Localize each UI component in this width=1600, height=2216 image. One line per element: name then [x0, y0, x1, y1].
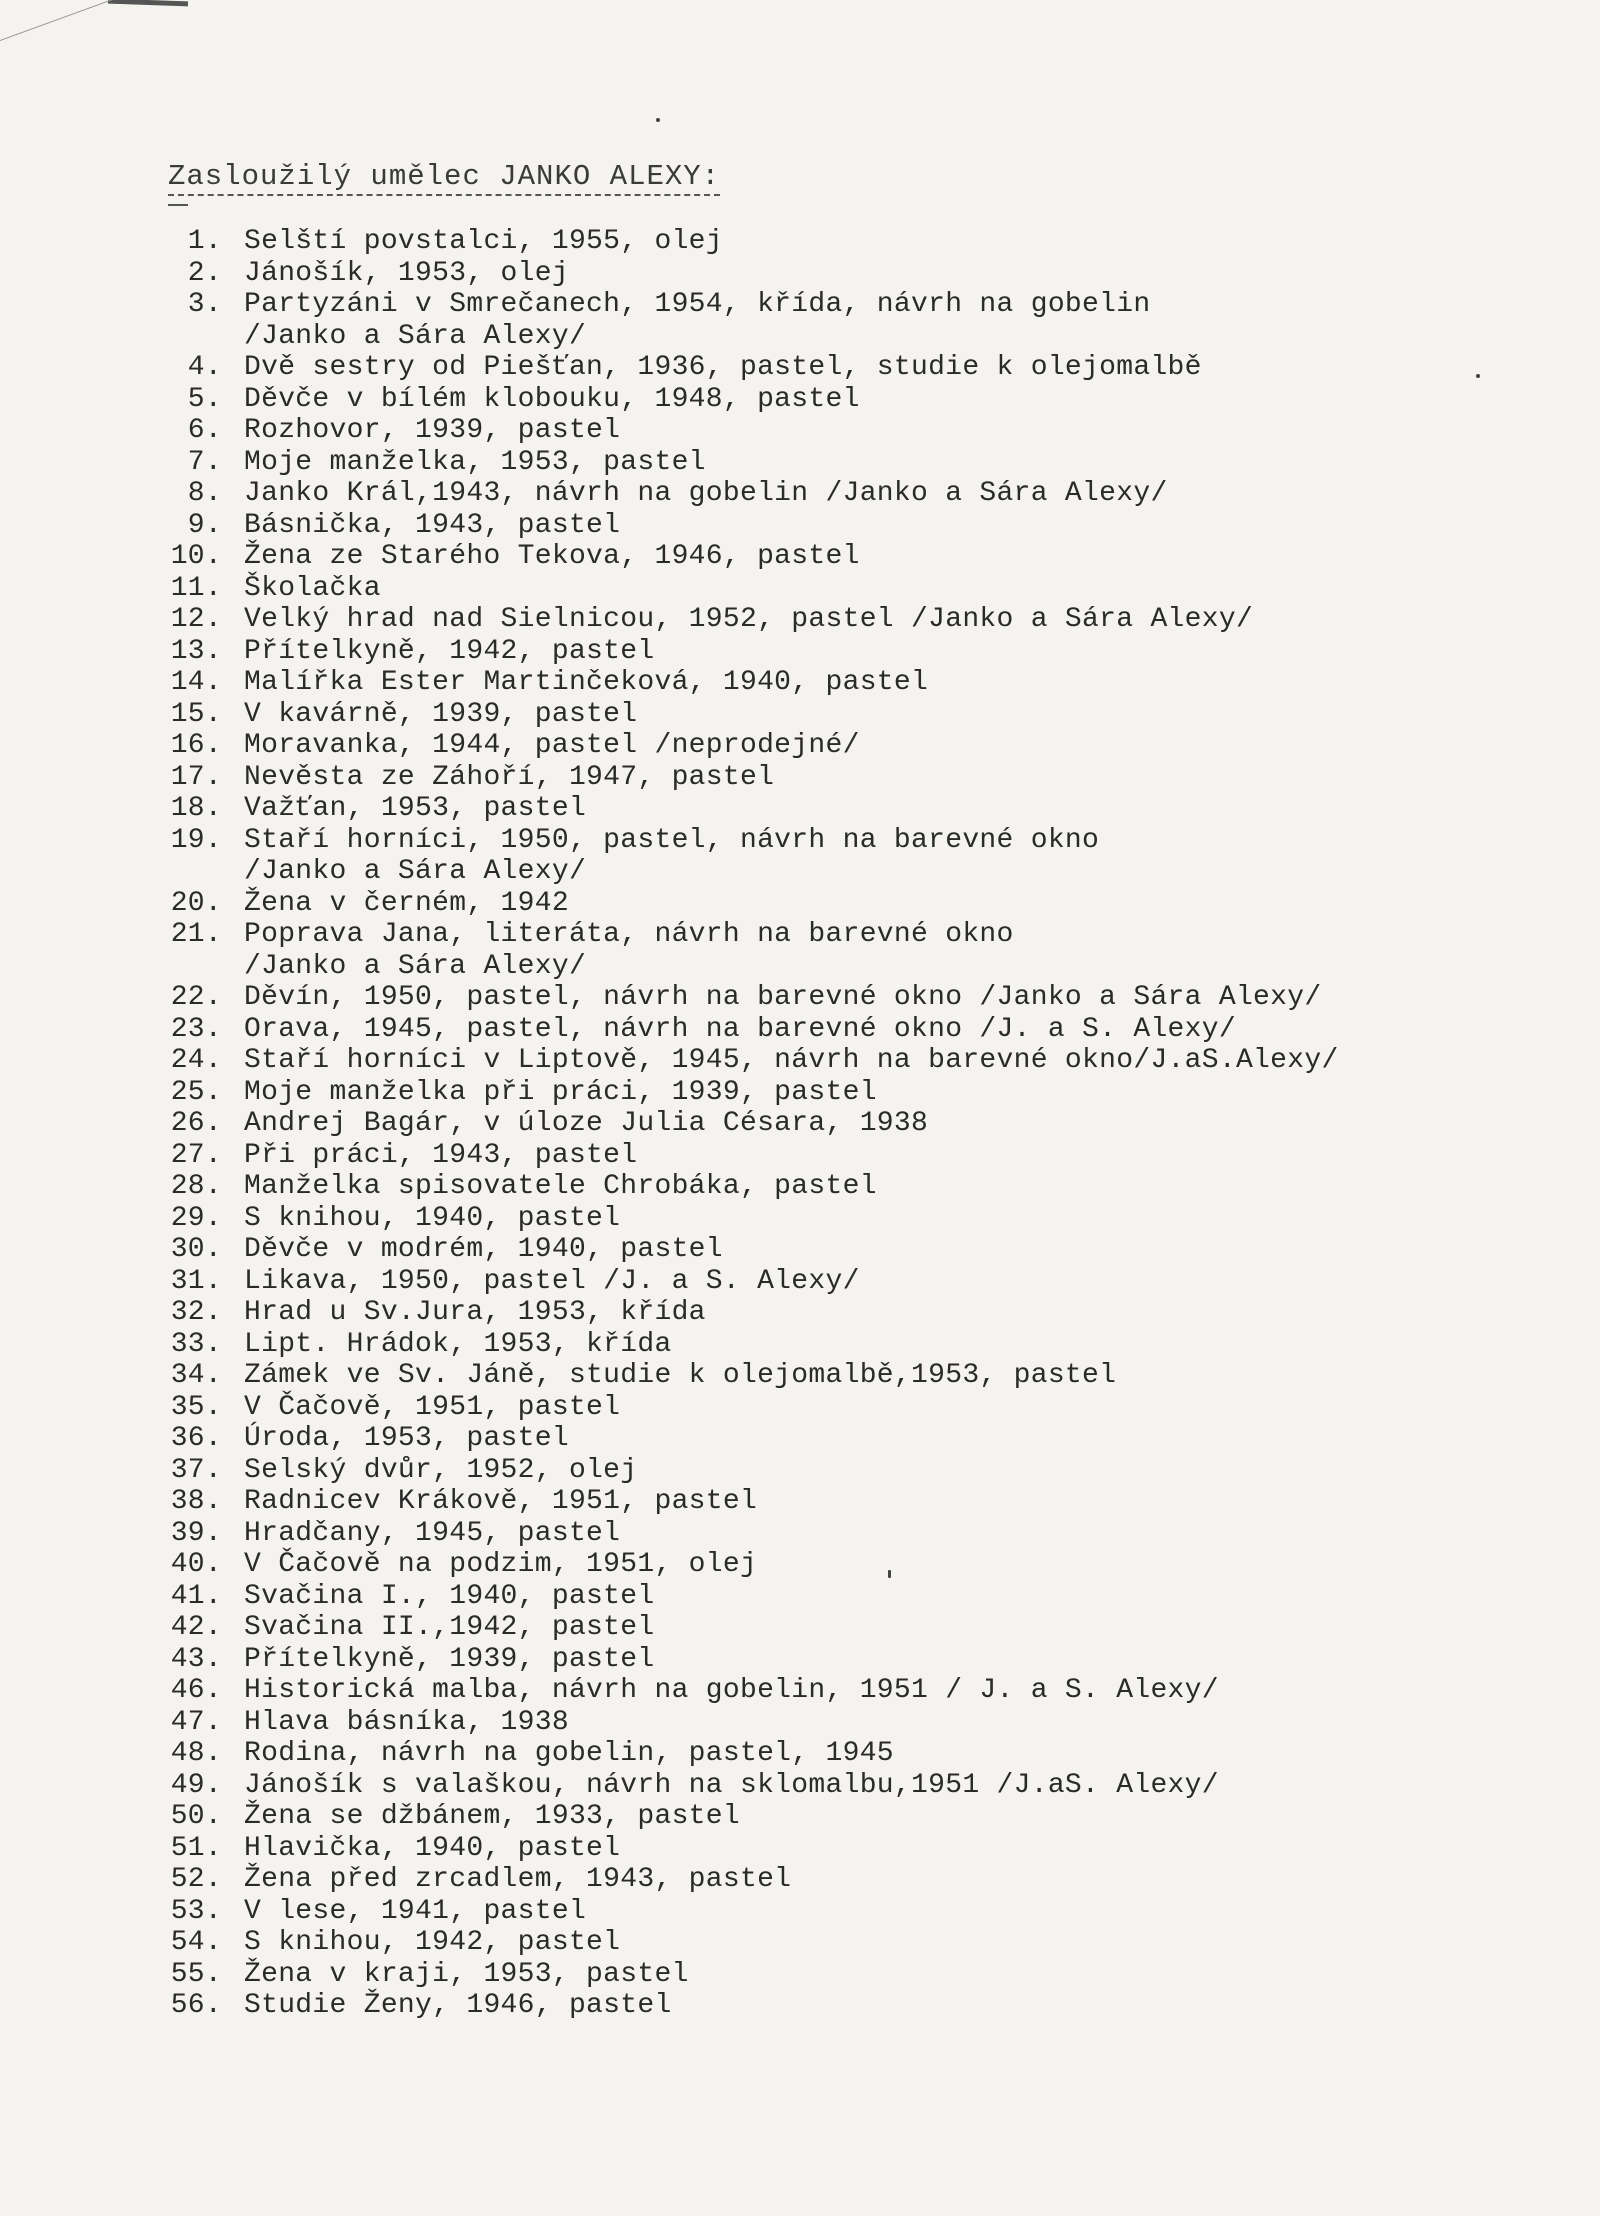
artwork-entry [150, 1360, 1570, 1392]
entry-number: 2. [187, 257, 222, 289]
entry-text [244, 1203, 620, 1235]
entry-text-line: V lese, 1941, pastel [244, 1895, 587, 1927]
entry-text [244, 1077, 877, 1109]
entry-number: 27. [170, 1139, 222, 1171]
entry-text-line: Žena v kraji, 1953, pastel [244, 1958, 689, 1990]
entry-text-line: Nevěsta ze Záhoří, 1947, pastel [244, 761, 775, 793]
entry-text-line: Hlava básníka, 1938 [244, 1706, 569, 1738]
entry-text [244, 762, 774, 794]
artwork-entry [150, 1927, 1570, 1959]
artwork-entry [150, 1423, 1570, 1455]
entry-number: 23. [170, 1013, 222, 1045]
entry-text [244, 573, 381, 605]
entry-number: 17. [170, 761, 222, 793]
artwork-entry [150, 1077, 1570, 1109]
entry-number: 25. [170, 1076, 222, 1108]
artwork-entry [150, 888, 1570, 920]
entry-text-line: Hradčany, 1945, pastel [244, 1517, 621, 1549]
entry-text [244, 1581, 654, 1613]
entry-text-line: Svačina II.,1942, pastel [244, 1612, 655, 1643]
artwork-entry [150, 1297, 1570, 1329]
entry-text [244, 1990, 672, 2022]
entry-number: 33. [170, 1328, 222, 1360]
entry-text-line: Jánošík s valaškou, návrh na sklomalbu,1951 /J.aS. Alexy/ [244, 1769, 1219, 1801]
entry-text-line: Rodina, návrh na gobelin, pastel, 1945 [244, 1738, 894, 1769]
entry-text-line: Studie Ženy, 1946, pastel [244, 1990, 672, 2021]
entry-text-line: Velký hrad nad Sielnicou, 1952, pastel /Janko a Sára Alexy/ [244, 604, 1254, 635]
artwork-entry [150, 1203, 1570, 1235]
entry-text [244, 636, 654, 668]
entry-text-line: Žena ze Starého Tekova, 1946, pastel [244, 541, 860, 572]
entry-number: 15. [170, 698, 222, 730]
entry-text [244, 1329, 672, 1361]
entry-text-line: Žena se džbánem, 1933, pastel [244, 1801, 740, 1832]
entry-number: 30. [170, 1234, 222, 1265]
entry-text [244, 384, 860, 416]
entry-text-line: Moravanka, 1944, pastel /neprodejné/ [244, 730, 860, 761]
entry-text-line: Janko Král,1943, návrh na gobelin /Janko a Sára Alexy/ [244, 478, 1168, 509]
entry-text [244, 1360, 1116, 1392]
entry-text [244, 604, 1253, 636]
entry-text [244, 730, 860, 762]
entry-number: 38. [170, 1486, 222, 1517]
entry-text [244, 1455, 637, 1487]
entry-text [244, 1549, 757, 1581]
entry-text [244, 667, 928, 699]
entry-text-line: Při práci, 1943, pastel [244, 1139, 638, 1171]
artwork-entry [150, 1392, 1570, 1424]
entry-text-line: Lipt. Hrádok, 1953, křída [244, 1328, 672, 1360]
entry-number: 7. [187, 446, 222, 478]
entry-text [244, 1171, 877, 1203]
artwork-entry [150, 604, 1570, 636]
artwork-entry [150, 384, 1570, 416]
entry-text-line: Andrej Bagár, v úloze Julia Césara, 1938 [244, 1108, 929, 1139]
artwork-entry [150, 352, 1570, 384]
artwork-entry [150, 478, 1570, 510]
artwork-entry [150, 415, 1570, 447]
paper-crease-line [0, 0, 141, 41]
entry-text [244, 1518, 620, 1550]
artwork-entry [150, 1581, 1570, 1613]
entry-number: 40. [170, 1549, 222, 1580]
artwork-list [150, 226, 1570, 2022]
entry-number: 49. [170, 1769, 222, 1801]
entry-text-line: Žena v černém, 1942 [244, 887, 569, 919]
entry-number: 50. [170, 1801, 222, 1832]
entry-text [244, 919, 1014, 982]
artwork-entry [150, 982, 1570, 1014]
entry-number: 8. [187, 478, 222, 509]
entry-number: 16. [170, 730, 222, 761]
artwork-entry [150, 1549, 1570, 1581]
entry-text-line: Historická malba, návrh na gobelin, 1951 / J. a S. Alexy/ [244, 1675, 1219, 1706]
entry-number: 48. [170, 1738, 222, 1769]
entry-text-line: Radnicev Krákově, 1951, pastel [244, 1486, 758, 1517]
entry-text [244, 1927, 620, 1959]
artwork-entry [150, 1959, 1570, 1991]
entry-text [244, 1959, 689, 1991]
entry-number: 22. [170, 982, 222, 1013]
entry-text [244, 1707, 569, 1739]
entry-text [244, 478, 1168, 510]
artwork-entry [150, 730, 1570, 762]
entry-number: 24. [170, 1045, 222, 1076]
entry-number: 39. [170, 1517, 222, 1549]
entry-text-line: Přítelkyně, 1942, pastel [244, 635, 655, 667]
entry-text [244, 447, 706, 479]
entry-text [244, 289, 1150, 352]
entry-text-line: S knihou, 1940, pastel [244, 1202, 621, 1234]
entry-text-line: Staří horníci, 1950, pastel, návrh na barevné okno [244, 824, 1100, 856]
artwork-entry [150, 1329, 1570, 1361]
entry-number: 42. [170, 1612, 222, 1643]
entry-text-line: V Čačově na podzim, 1951, olej [244, 1549, 758, 1580]
entry-text-line: Važťan, 1953, pastel [244, 793, 587, 824]
entry-text-line: Děvín, 1950, pastel, návrh na barevné okno /Janko a Sára Alexy/ [244, 982, 1322, 1013]
entry-text [244, 1612, 654, 1644]
entry-text [244, 1801, 740, 1833]
entry-number: 35. [170, 1391, 222, 1423]
entry-number: 43. [170, 1643, 222, 1675]
artwork-entry [150, 1455, 1570, 1487]
artwork-entry [150, 1801, 1570, 1833]
paper-edge-mark [108, 0, 188, 6]
entry-text [244, 1896, 586, 1928]
entry-text-line: Školačka [244, 572, 381, 604]
entry-text-line: Rozhovor, 1939, pastel [244, 415, 621, 446]
entry-number: 53. [170, 1895, 222, 1927]
entry-number: 3. [187, 289, 222, 320]
entry-text-line: Orava, 1945, pastel, návrh na barevné okno /J. a S. Alexy/ [244, 1013, 1236, 1045]
entry-text [244, 1014, 1236, 1046]
entry-text [244, 699, 637, 731]
entry-text-line: Hlavička, 1940, pastel [244, 1832, 621, 1864]
entry-text-line: /Janko a Sára Alexy/ [244, 320, 587, 352]
entry-text [244, 1266, 860, 1298]
entry-text-line: Přítelkyně, 1939, pastel [244, 1643, 655, 1675]
entry-number: 56. [170, 1990, 222, 2021]
entry-number: 47. [170, 1706, 222, 1738]
entry-text-line: Staří horníci v Liptově, 1945, návrh na barevné okno/J.aS.Alexy/ [244, 1045, 1339, 1076]
artwork-entry [150, 1675, 1570, 1707]
entry-text-line: Moje manželka při práci, 1939, pastel [244, 1076, 877, 1108]
document-title: Zasloužilý umělec JANKO ALEXY: [168, 160, 720, 196]
entry-number: 37. [170, 1454, 222, 1486]
entry-number: 31. [170, 1265, 222, 1297]
entry-text [244, 510, 620, 542]
entry-text-line: Děvče v modrém, 1940, pastel [244, 1234, 723, 1265]
artwork-entry [150, 1486, 1570, 1518]
entry-text [244, 226, 723, 258]
entry-number: 32. [170, 1297, 222, 1328]
entry-text-line: V kavárně, 1939, pastel [244, 698, 638, 730]
entry-text [244, 1140, 637, 1172]
entry-text-line: Poprava Jana, literáta, návrh na barevné okno [244, 919, 1014, 950]
entry-number: 13. [170, 635, 222, 667]
entry-text-line: Manželka spisovatele Chrobáka, pastel [244, 1171, 877, 1202]
entry-number: 36. [170, 1423, 222, 1454]
artwork-entry [150, 510, 1570, 542]
artwork-entry [150, 793, 1570, 825]
entry-text [244, 982, 1321, 1014]
artwork-entry [150, 289, 1570, 352]
entry-text [244, 415, 620, 447]
artwork-entry [150, 1770, 1570, 1802]
artwork-entry [150, 1045, 1570, 1077]
entry-text-line: Selští povstalci, 1955, olej [244, 226, 723, 257]
entry-text-line: Partyzáni v Smrečanech, 1954, křída, návrh na gobelin [244, 289, 1151, 320]
entry-number: 51. [170, 1832, 222, 1864]
artwork-entry [150, 762, 1570, 794]
entry-number: 21. [170, 919, 222, 950]
entry-number: 5. [187, 383, 222, 415]
entry-text [244, 825, 1099, 888]
entry-text-line: Malířka Ester Martinčeková, 1940, pastel [244, 667, 929, 698]
artwork-entry [150, 541, 1570, 573]
entry-text-line: Zámek ve Sv. Jáně, studie k olejomalbě,1953, pastel [244, 1360, 1117, 1391]
entry-number: 18. [170, 793, 222, 824]
entry-text-line: Svačina I., 1940, pastel [244, 1580, 655, 1612]
artwork-entry [150, 1234, 1570, 1266]
entry-text-line: Úroda, 1953, pastel [244, 1423, 569, 1454]
entry-text-line: Děvče v bílém klobouku, 1948, pastel [244, 383, 860, 415]
artwork-entry [150, 699, 1570, 731]
entry-text-line: Básnička, 1943, pastel [244, 509, 621, 541]
entry-text [244, 1675, 1219, 1707]
entry-text-line: /Janko a Sára Alexy/ [244, 950, 587, 982]
entry-text-line: Žena před zrcadlem, 1943, pastel [244, 1864, 792, 1895]
entry-text [244, 1297, 706, 1329]
entry-text-line: Moje manželka, 1953, pastel [244, 446, 706, 478]
artwork-entry [150, 1896, 1570, 1928]
entry-number: 52. [170, 1864, 222, 1895]
entry-text [244, 1423, 569, 1455]
artwork-entry [150, 636, 1570, 668]
artwork-entry [150, 226, 1570, 258]
entry-text-line: Hrad u Sv.Jura, 1953, křída [244, 1297, 706, 1328]
entry-number: 28. [170, 1171, 222, 1202]
artwork-entry [150, 1707, 1570, 1739]
entry-number: 26. [170, 1108, 222, 1139]
artwork-entry [150, 1108, 1570, 1140]
artwork-entry [150, 1738, 1570, 1770]
artwork-entry [150, 258, 1570, 290]
artwork-entry [150, 1014, 1570, 1046]
entry-text [244, 352, 1202, 384]
title-underline-mark [168, 204, 188, 206]
entry-text-line: V Čačově, 1951, pastel [244, 1391, 621, 1423]
paper-speck [656, 118, 660, 122]
artwork-entry [150, 1612, 1570, 1644]
artwork-entry [150, 1518, 1570, 1550]
entry-text [244, 1045, 1339, 1077]
entry-number: 4. [187, 352, 222, 383]
entry-number: 10. [170, 541, 222, 572]
entry-text-line: /Janko a Sára Alexy/ [244, 856, 587, 887]
entry-text [244, 258, 569, 290]
artwork-entry [150, 1266, 1570, 1298]
artwork-entry [150, 1990, 1570, 2022]
entry-text [244, 1486, 757, 1518]
entry-number: 54. [170, 1927, 222, 1958]
entry-text [244, 1392, 620, 1424]
entry-text-line: Selský dvůr, 1952, olej [244, 1454, 638, 1486]
entry-text [244, 541, 860, 573]
entry-number: 1. [187, 226, 222, 257]
artwork-entry [150, 1833, 1570, 1865]
entry-text-line: S knihou, 1942, pastel [244, 1927, 621, 1958]
entry-text-line: Likava, 1950, pastel /J. a S. Alexy/ [244, 1265, 860, 1297]
entry-number: 9. [187, 509, 222, 541]
entry-text [244, 1108, 928, 1140]
entry-number: 19. [170, 824, 222, 856]
entry-text-line: Jánošík, 1953, olej [244, 257, 569, 289]
artwork-entry [150, 1140, 1570, 1172]
entry-number: 41. [170, 1580, 222, 1612]
entry-number: 12. [170, 604, 222, 635]
entry-number: 29. [170, 1202, 222, 1234]
entry-text [244, 1864, 791, 1896]
entry-number: 34. [170, 1360, 222, 1391]
artwork-entry [150, 447, 1570, 479]
entry-text [244, 1644, 654, 1676]
artwork-entry [150, 573, 1570, 605]
artwork-entry [150, 1644, 1570, 1676]
artwork-entry [150, 667, 1570, 699]
entry-number: 46. [170, 1675, 222, 1706]
entry-number: 11. [170, 572, 222, 604]
entry-text-line: Dvě sestry od Piešťan, 1936, pastel, studie k olejomalbě [244, 352, 1202, 383]
entry-text [244, 1770, 1219, 1802]
entry-text [244, 1234, 723, 1266]
entry-text [244, 888, 569, 920]
entry-number: 6. [187, 415, 222, 446]
artwork-entry [150, 1171, 1570, 1203]
artwork-entry [150, 919, 1570, 982]
entry-number: 14. [170, 667, 222, 698]
entry-number: 55. [170, 1958, 222, 1990]
entry-text [244, 1738, 894, 1770]
entry-text [244, 793, 586, 825]
artwork-entry [150, 1864, 1570, 1896]
entry-number: 20. [170, 887, 222, 919]
entry-text [244, 1833, 620, 1865]
artwork-entry [150, 825, 1570, 888]
